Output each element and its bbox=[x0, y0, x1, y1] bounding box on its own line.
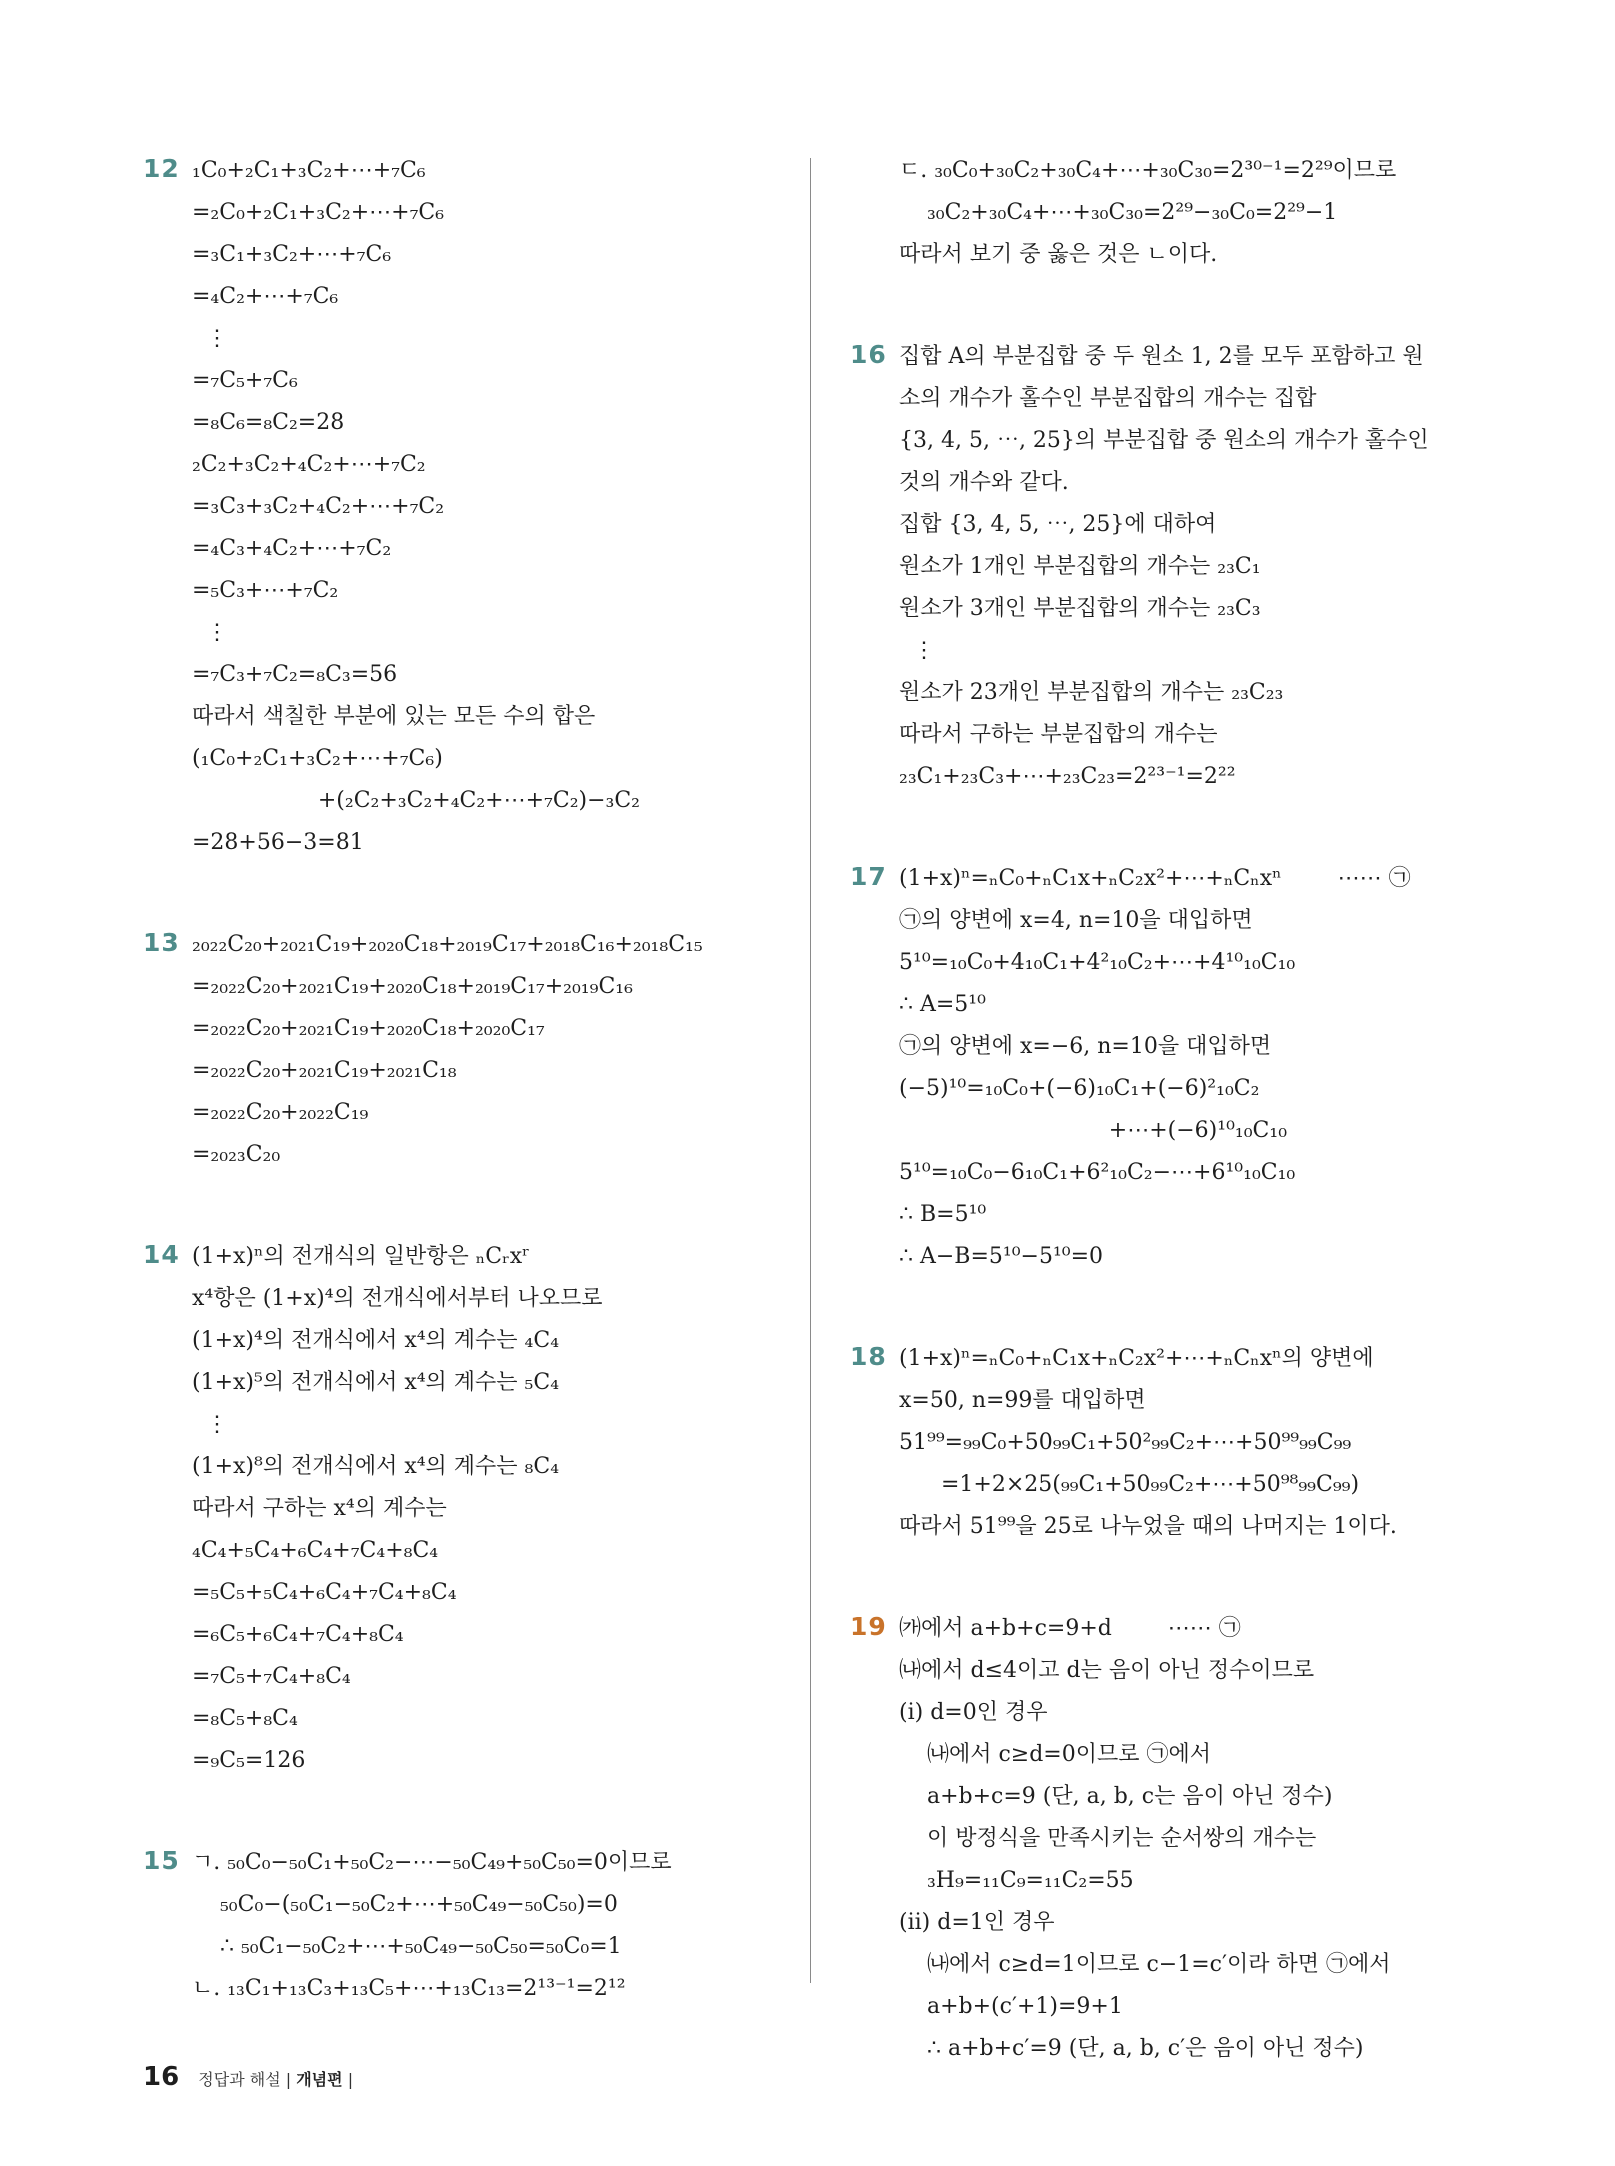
solution-line: +⋯+(−6)¹⁰₁₀C₁₀ bbox=[899, 1118, 1288, 1143]
solution-line: =28+56−3=81 bbox=[192, 830, 364, 855]
problem-number: 15 bbox=[143, 1846, 180, 1875]
solution-line: ⋮ bbox=[899, 638, 935, 663]
solution-line: ∴ ₅₀C₁−₅₀C₂+⋯+₅₀C₄₉−₅₀C₅₀=₅₀C₀=1 bbox=[192, 1934, 622, 1959]
solution-line: ∴ a+b+c′=9 (단, a, b, c′은 음이 아닌 정수) bbox=[899, 2036, 1364, 2061]
solution-line: ₃₀C₂+₃₀C₄+⋯+₃₀C₃₀=2²⁹−₃₀C₀=2²⁹−1 bbox=[899, 200, 1338, 225]
solution-line: 원소가 1개인 부분집합의 개수는 ₂₃C₁ bbox=[899, 554, 1261, 579]
solution-line: =₄C₂+⋯+₇C₆ bbox=[192, 284, 339, 309]
solution-line: (1+x)⁴의 전개식에서 x⁴의 계수는 ₄C₄ bbox=[192, 1328, 560, 1353]
solution-line: =₈C₆=₈C₂=28 bbox=[192, 410, 345, 435]
solution-line: =₈C₅+₈C₄ bbox=[192, 1706, 298, 1731]
solution-line: =₂₀₂₂C₂₀+₂₀₂₁C₁₉+₂₀₂₁C₁₈ bbox=[192, 1058, 457, 1083]
solution-line: 5¹⁰=₁₀C₀−6₁₀C₁+6²₁₀C₂−⋯+6¹⁰₁₀C₁₀ bbox=[899, 1160, 1296, 1185]
solution-line: ₃H₉=₁₁C₉=₁₁C₂=55 bbox=[899, 1868, 1134, 1893]
problem-block bbox=[143, 924, 793, 1176]
problem-number: 14 bbox=[143, 1240, 180, 1269]
solution-line: {3, 4, 5, ⋯, 25}의 부분집합 중 원소의 개수가 홀수인 bbox=[899, 428, 1429, 453]
solution-line: 원소가 3개인 부분집합의 개수는 ₂₃C₃ bbox=[899, 596, 1261, 621]
solution-line: ₅₀C₀−(₅₀C₁−₅₀C₂+⋯+₅₀C₄₉−₅₀C₅₀)=0 bbox=[192, 1892, 618, 1917]
solution-body bbox=[899, 858, 1490, 1278]
solution-line: 5¹⁰=₁₀C₀+4₁₀C₁+4²₁₀C₂+⋯+4¹⁰₁₀C₁₀ bbox=[899, 950, 1296, 975]
solution-line: =₆C₅+₆C₄+₇C₄+₈C₄ bbox=[192, 1622, 404, 1647]
solution-line: =₅C₅+₅C₄+₆C₄+₇C₄+₈C₄ bbox=[192, 1580, 457, 1605]
solution-line: ㄴ. ₁₃C₁+₁₃C₃+₁₃C₅+⋯+₁₃C₁₃=2¹³⁻¹=2¹² bbox=[192, 1976, 626, 2001]
solution-line: =₂₀₂₃C₂₀ bbox=[192, 1142, 281, 1167]
solution-line: (1+x)⁵의 전개식에서 x⁴의 계수는 ₅C₄ bbox=[192, 1370, 560, 1395]
problem-number: 12 bbox=[143, 154, 180, 183]
solution-line: ㉠의 양변에 x=−6, n=10을 대입하면 bbox=[899, 1034, 1272, 1059]
solution-line: (1+x)ⁿ=ₙC₀+ₙC₁x+ₙC₂x²+⋯+ₙCₙxⁿ의 양변에 bbox=[899, 1346, 1374, 1371]
solution-body bbox=[192, 924, 793, 1176]
solution-body bbox=[899, 336, 1490, 798]
solution-line: ∴ B=5¹⁰ bbox=[899, 1202, 987, 1227]
solution-body bbox=[899, 150, 1490, 276]
left-column bbox=[143, 150, 793, 2070]
solution-line: ∴ A=5¹⁰ bbox=[899, 992, 986, 1017]
right-column bbox=[850, 150, 1490, 2130]
solution-line: 따라서 색칠한 부분에 있는 모든 수의 합은 bbox=[192, 704, 596, 729]
solution-line: ㄷ. ₃₀C₀+₃₀C₂+₃₀C₄+⋯+₃₀C₃₀=2³⁰⁻¹=2²⁹이므로 bbox=[899, 158, 1397, 183]
solution-body bbox=[192, 1842, 793, 2010]
solution-line: 것의 개수와 같다. bbox=[899, 470, 1069, 495]
footer-tail: | bbox=[347, 2070, 354, 2089]
solution-line: =₇C₃+₇C₂=₈C₃=56 bbox=[192, 662, 398, 687]
solution-line: ㈏에서 c≥d=1이므로 c−1=c′이라 하면 ㉠에서 bbox=[899, 1952, 1391, 1977]
solution-line: x⁴항은 (1+x)⁴의 전개식에서부터 나오므로 bbox=[192, 1286, 603, 1311]
solution-line: 따라서 구하는 부분집합의 개수는 bbox=[899, 722, 1218, 747]
problem-number: 17 bbox=[850, 862, 887, 891]
problem-block bbox=[850, 1338, 1490, 1548]
solution-line: ₄C₄+₅C₄+₆C₄+₇C₄+₈C₄ bbox=[192, 1538, 439, 1563]
solution-line: =₂₀₂₂C₂₀+₂₀₂₂C₁₉ bbox=[192, 1100, 369, 1125]
problem-block bbox=[850, 858, 1490, 1278]
solution-line: 원소가 23개인 부분집합의 개수는 ₂₃C₂₃ bbox=[899, 680, 1284, 705]
solution-line: 집합 A의 부분집합 중 두 원소 1, 2를 모두 포함하고 원 bbox=[899, 344, 1424, 369]
solution-line: =₇C₅+₇C₄+₈C₄ bbox=[192, 1664, 351, 1689]
solution-line: ₂C₂+₃C₂+₄C₂+⋯+₇C₂ bbox=[192, 452, 426, 477]
solution-line: 소의 개수가 홀수인 부분집합의 개수는 집합 bbox=[899, 386, 1317, 411]
problem-number: 18 bbox=[850, 1342, 887, 1371]
problem-block bbox=[143, 150, 793, 864]
solution-line: =₃C₃+₃C₂+₄C₂+⋯+₇C₂ bbox=[192, 494, 445, 519]
solution-line: 51⁹⁹=₉₉C₀+50₉₉C₁+50²₉₉C₂+⋯+50⁹⁹₉₉C₉₉ bbox=[899, 1430, 1352, 1455]
solution-line: (−5)¹⁰=₁₀C₀+(−6)₁₀C₁+(−6)²₁₀C₂ bbox=[899, 1076, 1260, 1101]
solution-line: ₂₃C₁+₂₃C₃+⋯+₂₃C₂₃=2²³⁻¹=2²² bbox=[899, 764, 1236, 789]
footer-section: 개념편 bbox=[296, 2070, 343, 2089]
page-number: 16 bbox=[143, 2062, 180, 2092]
problem-block bbox=[143, 1236, 793, 1782]
solution-line: (1+x)ⁿ의 전개식의 일반항은 ₙCᵣxʳ bbox=[192, 1244, 530, 1269]
solution-line: ㈎에서 a+b+c=9+d ⋯⋯ ㉠ bbox=[899, 1616, 1241, 1641]
problem-number: 16 bbox=[850, 340, 887, 369]
solution-body bbox=[899, 1608, 1490, 2070]
solution-line: +(₂C₂+₃C₂+₄C₂+⋯+₇C₂)−₃C₂ bbox=[192, 788, 641, 813]
solution-line: 따라서 51⁹⁹을 25로 나누었을 때의 나머지는 1이다. bbox=[899, 1514, 1397, 1539]
solution-line: ⋮ bbox=[192, 620, 228, 645]
solution-line: =₂₀₂₂C₂₀+₂₀₂₁C₁₉+₂₀₂₀C₁₈+₂₀₁₉C₁₇+₂₀₁₉C₁₆ bbox=[192, 974, 633, 999]
solution-line: ₂₀₂₂C₂₀+₂₀₂₁C₁₉+₂₀₂₀C₁₈+₂₀₁₉C₁₇+₂₀₁₈C₁₆+₂₀₁₈C₁₅ bbox=[192, 932, 703, 957]
solution-line: (1+x)ⁿ=ₙC₀+ₙC₁x+ₙC₂x²+⋯+ₙCₙxⁿ ⋯⋯ ㉠ bbox=[899, 866, 1411, 891]
solution-line: =1+2×25(₉₉C₁+50₉₉C₂+⋯+50⁹⁸₉₉C₉₉) bbox=[899, 1472, 1360, 1497]
solution-line: x=50, n=99를 대입하면 bbox=[899, 1388, 1146, 1413]
solution-line: =₅C₃+⋯+₇C₂ bbox=[192, 578, 339, 603]
footer-title: 정답과 해설 | bbox=[198, 2070, 297, 2089]
problem-block bbox=[850, 336, 1490, 798]
solution-line: 집합 {3, 4, 5, ⋯, 25}에 대하여 bbox=[899, 512, 1217, 537]
solution-line: 따라서 보기 중 옳은 것은 ㄴ이다. bbox=[899, 242, 1218, 267]
problem-number: 19 bbox=[850, 1612, 887, 1641]
solution-body bbox=[899, 1338, 1490, 1548]
solution-line: ㄱ. ₅₀C₀−₅₀C₁+₅₀C₂−⋯−₅₀C₄₉+₅₀C₅₀=0이므로 bbox=[192, 1850, 672, 1875]
solution-line: ₁C₀+₂C₁+₃C₂+⋯+₇C₆ bbox=[192, 158, 426, 183]
solution-line: 따라서 구하는 x⁴의 계수는 bbox=[192, 1496, 447, 1521]
solution-line: =₉C₅=126 bbox=[192, 1748, 306, 1773]
solution-line: a+b+c=9 (단, a, b, c는 음이 아닌 정수) bbox=[899, 1784, 1333, 1809]
solution-line: 이 방정식을 만족시키는 순서쌍의 개수는 bbox=[899, 1826, 1317, 1851]
solution-line: a+b+(c′+1)=9+1 bbox=[899, 1994, 1123, 2019]
solution-line: =₇C₅+₇C₆ bbox=[192, 368, 298, 393]
solution-line: (₁C₀+₂C₁+₃C₂+⋯+₇C₆) bbox=[192, 746, 443, 771]
solution-line: (ⅱ) d=1인 경우 bbox=[899, 1910, 1055, 1935]
solution-body bbox=[192, 150, 793, 864]
solution-line: =₂₀₂₂C₂₀+₂₀₂₁C₁₉+₂₀₂₀C₁₈+₂₀₂₀C₁₇ bbox=[192, 1016, 545, 1041]
solution-body bbox=[192, 1236, 793, 1782]
solution-line: ㈏에서 c≥d=0이므로 ㉠에서 bbox=[899, 1742, 1211, 1767]
solution-line: ∴ A−B=5¹⁰−5¹⁰=0 bbox=[899, 1244, 1104, 1269]
solution-line: ㈏에서 d≤4이고 d는 음이 아닌 정수이므로 bbox=[899, 1658, 1315, 1683]
solution-line: (1+x)⁸의 전개식에서 x⁴의 계수는 ₈C₄ bbox=[192, 1454, 560, 1479]
solution-line: =₂C₀+₂C₁+₃C₂+⋯+₇C₆ bbox=[192, 200, 445, 225]
problem-number: 13 bbox=[143, 928, 180, 957]
solution-line: ⋮ bbox=[192, 1412, 228, 1437]
solution-line: ㉠의 양변에 x=4, n=10을 대입하면 bbox=[899, 908, 1253, 933]
problem-block bbox=[143, 1842, 793, 2010]
column-divider bbox=[810, 158, 811, 1983]
solution-line: ⋮ bbox=[192, 326, 228, 351]
solution-line: =₄C₃+₄C₂+⋯+₇C₂ bbox=[192, 536, 392, 561]
solution-line: =₃C₁+₃C₂+⋯+₇C₆ bbox=[192, 242, 392, 267]
problem-block bbox=[850, 150, 1490, 276]
solution-line: (ⅰ) d=0인 경우 bbox=[899, 1700, 1048, 1725]
page-footer bbox=[143, 2062, 353, 2092]
problem-block bbox=[850, 1608, 1490, 2070]
